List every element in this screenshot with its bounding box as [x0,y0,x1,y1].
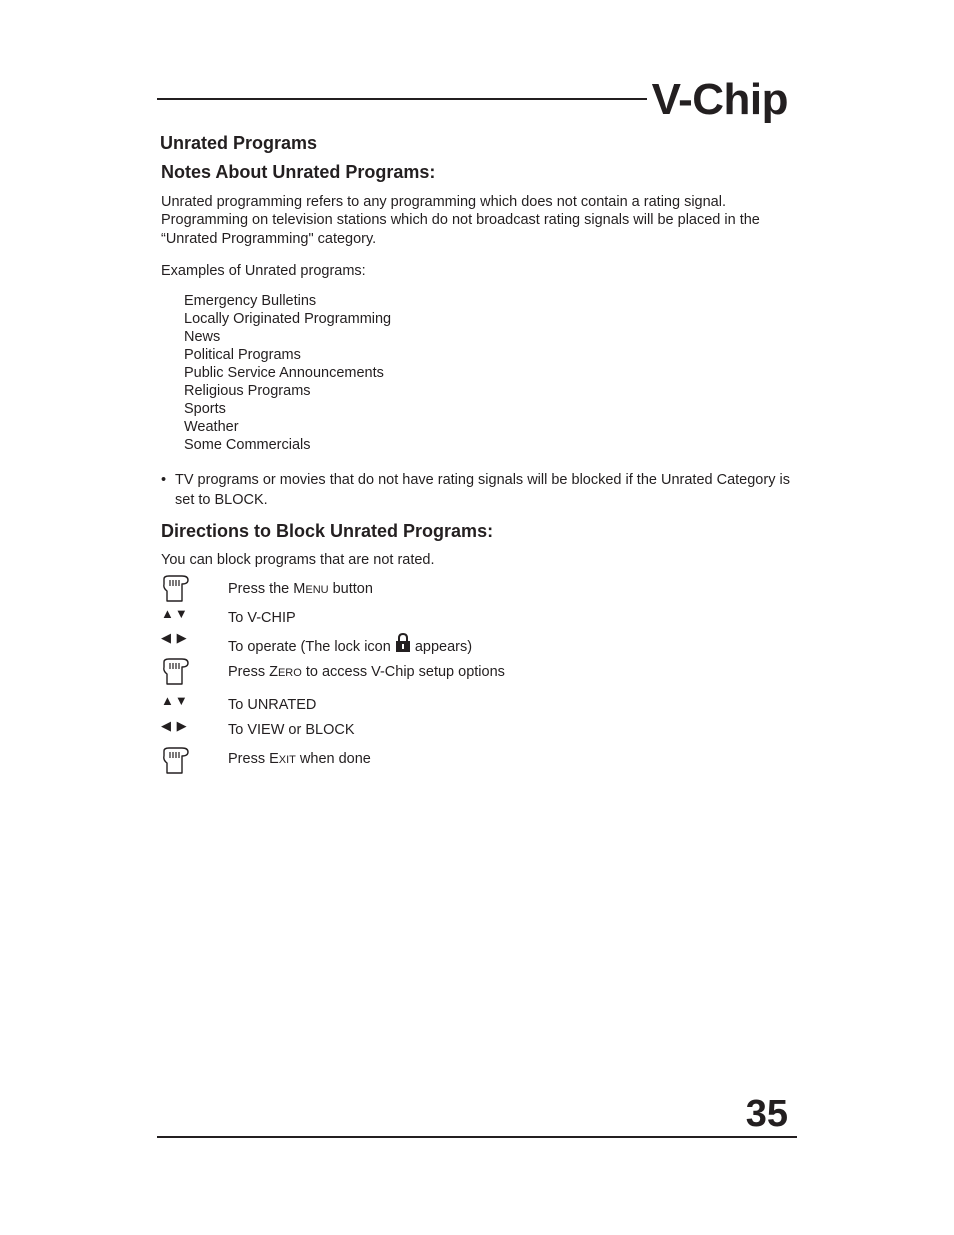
list-item: Political Programs [184,347,301,363]
step-text: To V-CHIP [228,610,296,626]
list-item: Locally Originated Programming [184,311,392,327]
page-title: V-Chip [651,75,788,124]
step-view-or-block [161,718,801,748]
list-item: News [184,329,221,345]
step-text: To VIEW or BLOCK [228,722,355,738]
examples-label: Examples of Unrated programs: [161,263,366,279]
left-right-arrows-icon: ◀ ▶ [161,630,188,645]
left-right-arrows-icon: ◀ ▶ [161,718,188,733]
exit-key-label: XIT [278,754,296,766]
step-press-menu [161,574,801,604]
step-text [228,633,472,656]
up-down-arrows-icon: ▲▼ [161,693,189,708]
step-text [228,580,373,599]
section-title: Unrated Programs [160,133,318,153]
footer-rule [157,1136,797,1138]
page-number: 35 [745,1093,788,1135]
lock-icon [395,633,411,653]
step-press-exit [161,746,801,776]
remote-hand-icon [161,657,191,687]
step-text [228,663,505,682]
menu-key-label: ENU [305,584,329,596]
step-text-part: button [328,581,373,597]
step-text: To UNRATED [228,697,317,713]
notes-intro: Unrated programming refers to any programming which does not contain a rating signal. Programming on television stations which do not broadcast rating signals will be placed in the “Unrated Programming" category. [161,194,760,247]
remote-hand-icon [161,574,191,604]
step-text-part: Press the M [228,581,306,597]
step-text-part: appears) [414,639,473,655]
examples-list [184,292,391,454]
step-text-part: to access V-Chip setup options [301,664,505,680]
list-item: Public Service Announcements [184,365,384,381]
list-item: Emergency Bulletins [184,293,317,309]
step-text-part: To operate (The lock icon [228,639,391,655]
step-text-part: Press E [228,751,279,767]
list-item: Some Commercials [184,437,311,453]
bullet-dot: • [161,472,167,488]
step-text [228,750,371,769]
remote-hand-icon [161,746,191,776]
step-press-zero [161,657,801,687]
zero-key-label: ERO [277,667,302,679]
directions-intro: You can block programs that are not rated. [161,552,435,568]
notes-heading: Notes About Unrated Programs: [161,162,436,182]
up-down-arrows-icon: ▲▼ [161,606,189,621]
step-text-part: Press Z [228,664,278,680]
step-text-part: when done [295,751,371,767]
list-item: Sports [184,401,226,417]
bullet-note [161,470,801,510]
directions-heading: Directions to Block Unrated Programs: [161,521,494,541]
list-item: Religious Programs [184,383,311,399]
step-operate [161,630,801,660]
list-item: Weather [184,419,239,435]
bullet-text: TV programs or movies that do not have rating signals will be blocked if the Unrated Category is set to BLOCK. [175,472,790,508]
header-rule [157,98,647,100]
